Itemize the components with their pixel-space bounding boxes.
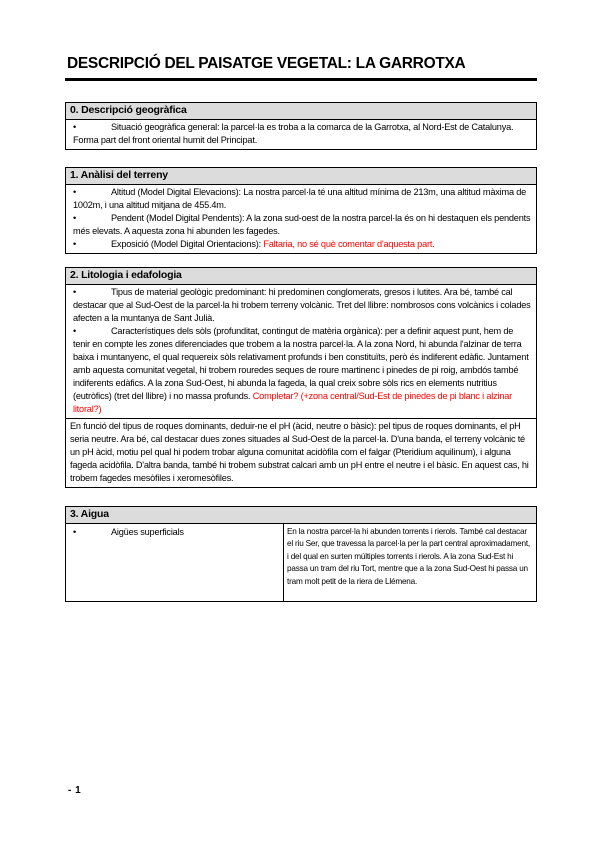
section-header-descripcio-geografica: 0. Descripció geogràfica: [66, 103, 536, 120]
row-label-text: Aigües superficials: [111, 527, 184, 537]
bullet-icon: •: [73, 527, 77, 537]
list-item-text: Característiques dels sòls (profunditat, contingut de matèria orgànica): per a definir aquest punt, hem de tenir en compte les zones diferenciades que trobem a la nostra parcel·la. A la zona Nord, hi abunda l'alzinar de terra baixa i muntanyenc, el qual requereix sòls relativament profunds i ben constituïts, però és indiferent edàfic. Juntament amb aquesta comunitat vegetal, hi trobem rouredes seques de roure martinenc i pinedes de pi roig, ambdós també indiferents edàfics. A la zona Sud-Oest, hi abunda la fageda, la qual creix sobre sòls rics en elements nutritius (eutròfics) (tret del llibre) i no massa profunds.: [73, 326, 529, 401]
section-aigua: [65, 506, 537, 602]
annotation-red-text: Faltaria, no sé què comentar d'aquesta part.: [263, 239, 435, 249]
table-cell-label: [66, 524, 283, 601]
list-item-text: Tipus de material geològic predominant: hi predominen conglomerats, gresos i lutites. Ara bé, també cal destacar que al Sud-Oest de la parcel·la hi trobem terreny volcànic. Tret del llibre: nombrosos cons volcànics i colades afecten a la muntanya de Sant Julià.: [73, 287, 531, 323]
section-header-analisi-del-terreny: 1. Anàlisi del terreny: [66, 168, 536, 185]
list-item: [66, 286, 534, 325]
section-body: [66, 120, 536, 149]
bullet-icon: •: [73, 239, 77, 249]
ph-analysis-paragraph: En funció del tipus de roques dominants, deduir-ne el pH (àcid, neutre o bàsic): pel tipus de roques dominants, el pH seria neutre. Ara bé, cal destacar dues zones situades al Sud-Oest de la parcel·la. D'una banda, el terreny volcànic té un pH àcid, motiu pel qual hi podem trobar alguna comunitat acidòfila com el falgar (Pteridium aquilinum), i alguna fageda acidòfila. D'altra banda, també hi trobem substrat calcari amb un pH entre el neutre i el bàsic. En aquest cas, hi trobem fagedes mesòfiles i xeromesòfiles.: [66, 418, 536, 487]
page-title: DESCRIPCIÓ DEL PAISATGE VEGETAL: LA GARROTXA: [65, 55, 537, 81]
section-header-litologia-i-edafologia: 2. Litologia i edafologia: [66, 268, 536, 285]
section-header-aigua: 3. Aigua: [66, 507, 536, 524]
section-body: [66, 185, 536, 253]
section-descripcio-geografica: [65, 102, 537, 150]
annotation-red-text: Completar? (+zona central/Sud-Est de pinedes de pi blanc i alzinar litoral?): [73, 391, 513, 414]
list-item: [66, 186, 534, 212]
bullet-icon: •: [73, 122, 77, 132]
bullet-icon: •: [73, 287, 77, 297]
list-item-text: Exposició (Model Digital Orientacions):: [111, 239, 264, 249]
bullet-icon: •: [73, 213, 77, 223]
list-item: [66, 121, 534, 147]
table-cell-value: En la nostra parcel·la hi abunden torrents i rierols. També cal destacar el riu Ser, que travessa la parcel·la per la part central aproximadament, i del qual en surten múltiples torrents i rierols. A la zona Sud-Est hi passa un tram del riu Tort, mentre que a la zona Sud-Oest hi passa un tram molt petit de la riera de Llémena.: [283, 524, 536, 601]
section-analisi-del-terreny: [65, 167, 537, 254]
bullet-icon: •: [73, 187, 77, 197]
list-item: [66, 212, 534, 238]
document-content: [65, 55, 537, 602]
bullet-icon: •: [73, 326, 77, 336]
section-body: [66, 285, 536, 418]
table-row: [66, 524, 536, 601]
section-litologia-i-edafologia: [65, 267, 537, 488]
list-item: [66, 238, 534, 251]
page-number: - 1: [68, 785, 82, 796]
list-item-text: Altitud (Model Digital Elevacions): La nostra parcel·la té una altitud mínima de 213m, una altitud màxima de 1002m, i una altitud mitjana de 455.4m.: [73, 187, 527, 210]
list-item-text: Situació geogràfica general: la parcel·la es troba a la comarca de la Garrotxa, al Nord-Est de Catalunya. Forma part del front oriental humit del Principat.: [73, 122, 514, 145]
list-item: [66, 325, 534, 416]
list-item-text: Pendent (Model Digital Pendents): A la zona sud-oest de la nostra parcel·la és on hi destaquen els pendents més elevats. A aquesta zona hi abunden les fagedes.: [73, 213, 531, 236]
